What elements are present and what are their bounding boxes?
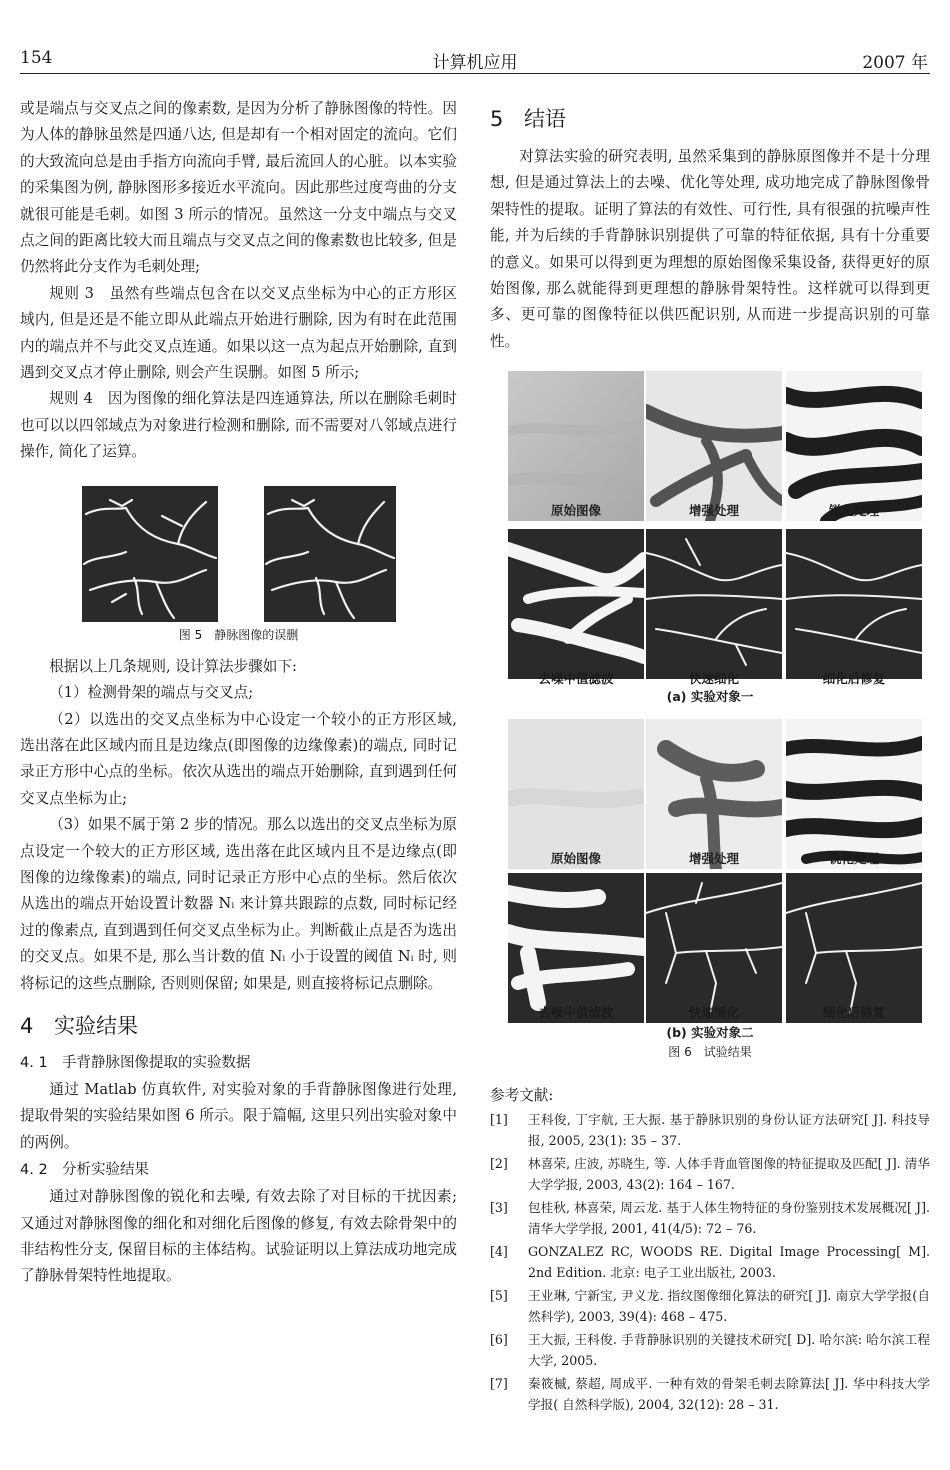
label-repaired: 细化后修复 — [822, 671, 886, 687]
figure-6-sharpened-image-2 — [786, 719, 922, 869]
reference-text: GONZALEZ RC, WOODS RE. Digital Image Processing[ M]. 2nd Edition. 北京: 电子工业出版社, 2003. — [528, 1244, 930, 1281]
label-fast-thinning: 快速细化 — [688, 671, 739, 687]
label-enhanced: 增强处理 — [688, 503, 739, 519]
paragraph: 通过对静脉图像的锐化和去噪, 有效去除了对目标的干扰因素; 又通过对静脉图像的细化和对细化后图像的修复, 有效去除骨架中的非结构性分支, 保留目标的主体结构。试验证明以上算法成功地完成了静脉骨架特性地提取。 — [20, 1188, 457, 1285]
label-median-filter: 去噪中值滤波 — [538, 671, 614, 687]
figure-5-image-right — [264, 486, 396, 622]
reference-item — [490, 1109, 930, 1151]
reference-item — [490, 1329, 930, 1371]
label-repaired: 细化后修复 — [822, 1005, 886, 1021]
reference-item — [490, 1197, 930, 1239]
paragraph-conclusion: 对算法实验的研究表明, 虽然采集到的静脉原图像并不是十分理想, 但是通过算法上的去噪、优化等处理, 成功地完成了静脉图像骨架特性的提取。证明了算法的有效性、可行性, 具有很强的抗噪声性能, 并为后续的手背静脉识别提供了可靠的特征依据, 具有十分重要的意义。如果可以得到更为理想的原始图像采集设备, 获得更好的原始图像, 那么就能得到更理想的静脉骨架特性。这样就可以得到更多、更可靠的图像特征以供匹配识别, 从而进一步提高识别的可靠性。 — [490, 148, 930, 350]
section-heading-4 — [20, 1011, 457, 1041]
label-fast-thinning: 快速细化 — [688, 1005, 739, 1021]
figure-6-subcaption-b: (b) 实验对象二 — [666, 1025, 754, 1041]
figure-6-caption: 图 6 试验结果 — [668, 1045, 752, 1060]
label-enhanced: 增强处理 — [688, 851, 739, 867]
label-sharpened: 锐化处理 — [828, 503, 879, 519]
reference-number: [3] — [490, 1200, 508, 1216]
figure-6-median-filter-image-1 — [508, 529, 644, 679]
reference-number: [6] — [490, 1332, 508, 1348]
reference-number: [1] — [490, 1112, 508, 1128]
figure-6-median-filter-image-2 — [508, 873, 644, 1023]
label-sharpened: 锐化处理 — [828, 851, 879, 867]
reference-item — [490, 1373, 930, 1415]
paragraph-rule-4: 规则 4 因为图像的细化算法是四连通算法, 所以在删除毛刺时也可以以四邻域点为对象进行检测和删除, 而不需要对八邻域点进行操作, 简化了运算。 — [20, 390, 457, 461]
figure-6-original-image-1 — [508, 371, 644, 521]
publication-year: 2007 年 — [862, 53, 928, 73]
reference-text: 王科俊, 丁宇航, 王大振. 基于静脉识别的身份认证方法研究[ J]. 科技导报, 2005, 23(1): 35 – 37. — [528, 1112, 930, 1149]
step-2: （2）以选出的交叉点坐标为中心设定一个较小的正方形区域, 选出落在此区域内而且是边缘点(即图像的边缘像素)的端点, 同时记录正方形中心点的坐标。依次从选出的端点开始删除, 直到遇到任何交叉点坐标为止; — [20, 710, 457, 807]
reference-item — [490, 1153, 930, 1195]
figure-5-image-left — [82, 486, 218, 622]
reference-number: [4] — [490, 1244, 508, 1260]
step-3: （3）如果不属于第 2 步的情况。那么以选出的交叉点坐标为原点设定一个较大的正方形区域, 选出落在此区域内且不是边缘点(即图像的边缘像素)的端点, 同时记录正方形中心点的坐标。然后依次从选出的端点开始设置计数器 Nᵢ 来计算共跟踪的点数, 同时标记经过的像素点, 直到遇到任何交叉点坐标为止。判断截止点是否为选出的交叉点。如果不是, 那么当计数的值 Nᵢ 小于设置的阈值 Nᵢ 时, 则将标记的这些点删除, 否则则保留; 如果是, 则直接将标记点删除。 — [20, 816, 457, 992]
subsection-number: 4. 1 — [20, 1054, 48, 1071]
references-heading: 参考文献: — [490, 1087, 554, 1105]
section-number: 4 — [20, 1013, 34, 1038]
reference-text: 林喜荣, 庄波, 苏晓生, 等. 人体手背血管图像的特征提取及匹配[ J]. 清华大学学报, 2003, 43(2): 164 – 167. — [528, 1156, 930, 1193]
figure-6-enhanced-image-2 — [646, 719, 782, 869]
subsection-title: 分析实验结果 — [62, 1162, 149, 1179]
label-original: 原始图像 — [550, 851, 601, 867]
journal-name: 计算机应用 — [432, 53, 518, 73]
section-title: 结语 — [524, 107, 566, 131]
left-column — [20, 96, 457, 1290]
page-number: 154 — [20, 48, 53, 68]
section-number: 5 — [490, 107, 504, 131]
paragraph: 根据以上几条规则, 设计算法步骤如下: — [49, 657, 297, 675]
figure-6-fast-thinning-image-2 — [646, 873, 782, 1023]
reference-text: 包桂秋, 林喜荣, 周云龙. 基于人体生物特征的身份鉴别技术发展概况[ J]. 清华大学学报, 2001, 41(4/5): 72 – 76. — [528, 1200, 930, 1237]
paragraph: 或是端点与交叉点之间的像素数, 是因为分析了静脉图像的特性。因为人体的静脉虽然是四通八达, 但是却有一个相对固定的流向。它们的大致流向总是由手指方向流向手臂, 最后流回人的心脏。以本实验的采集图为例, 静脉图形多接近水平流向。因此那些过度弯曲的分支就很可能是毛刺。如图 3 所示的情况。虽然这一分支中端点与交叉点之间的距离比较大而且端点与交叉点之间的像素数也比较多, 但是仍然将此分支作为毛刺处理; — [20, 100, 457, 276]
figure-6-repaired-image-1 — [786, 529, 922, 679]
running-header — [20, 40, 930, 74]
figure-6-original-image-2 — [508, 719, 644, 869]
subsection-heading-4-2 — [20, 1156, 457, 1184]
reference-item — [490, 1285, 930, 1327]
reference-number: [7] — [490, 1376, 508, 1392]
paragraph-rule-3: 规则 3 虽然有些端点包含在以交叉点坐标为中心的正方形区域内, 但是还是不能立即从此端点开始进行删除, 因为有时在此范围内的端点并不与此交叉点连通。如果以这一点为起点开始删除, 直到遇到交叉点才停止删除, 则会产生误删。如图 5 所示; — [20, 284, 457, 382]
subsection-title: 手背静脉图像提取的实验数据 — [62, 1054, 251, 1071]
figure-5 — [20, 472, 457, 654]
figure-6-fast-thinning-image-1 — [646, 529, 782, 679]
paragraph: 通过 Matlab 仿真软件, 对实验对象的手背静脉图像进行处理, 提取骨架的实验结果如图 6 所示。限于篇幅, 这里只列出实验对象中的两例。 — [20, 1080, 457, 1151]
label-median-filter: 去噪中值滤波 — [538, 1005, 614, 1021]
reference-item — [490, 1241, 930, 1283]
figure-6-subcaption-a: (a) 实验对象一 — [666, 689, 754, 705]
reference-text: 王业琳, 宁新宝, 尹义龙. 指纹图像细化算法的研究[ J]. 南京大学学报(自然科学), 2003, 39(4): 468 – 475. — [528, 1288, 930, 1325]
section-heading-5 — [490, 104, 930, 134]
subsection-heading-4-1 — [20, 1049, 457, 1077]
figure-6 — [490, 363, 930, 1081]
reference-text: 秦筱槭, 蔡超, 周成平. 一种有效的骨架毛刺去除算法[ J]. 华中科技大学学报( 自然科学版), 2004, 32(12): 28 – 31. — [528, 1376, 930, 1413]
step-1: （1）检测骨架的端点与交叉点; — [49, 684, 254, 702]
figure-6-repaired-image-2 — [786, 873, 922, 1023]
figure-5-caption: 图 5 静脉图像的误删 — [178, 627, 299, 642]
right-column — [490, 96, 930, 1415]
figure-6-enhanced-image-1 — [646, 371, 782, 521]
section-title: 实验结果 — [54, 1013, 138, 1038]
reference-number: [2] — [490, 1156, 508, 1172]
label-original: 原始图像 — [550, 503, 601, 519]
reference-text: 王大振, 王科俊. 手背静脉识别的关键技术研究[ D]. 哈尔滨: 哈尔滨工程大学, 2005. — [528, 1332, 930, 1369]
figure-6-sharpened-image-1 — [786, 371, 922, 521]
reference-number: [5] — [490, 1288, 508, 1304]
subsection-number: 4. 2 — [20, 1162, 48, 1179]
